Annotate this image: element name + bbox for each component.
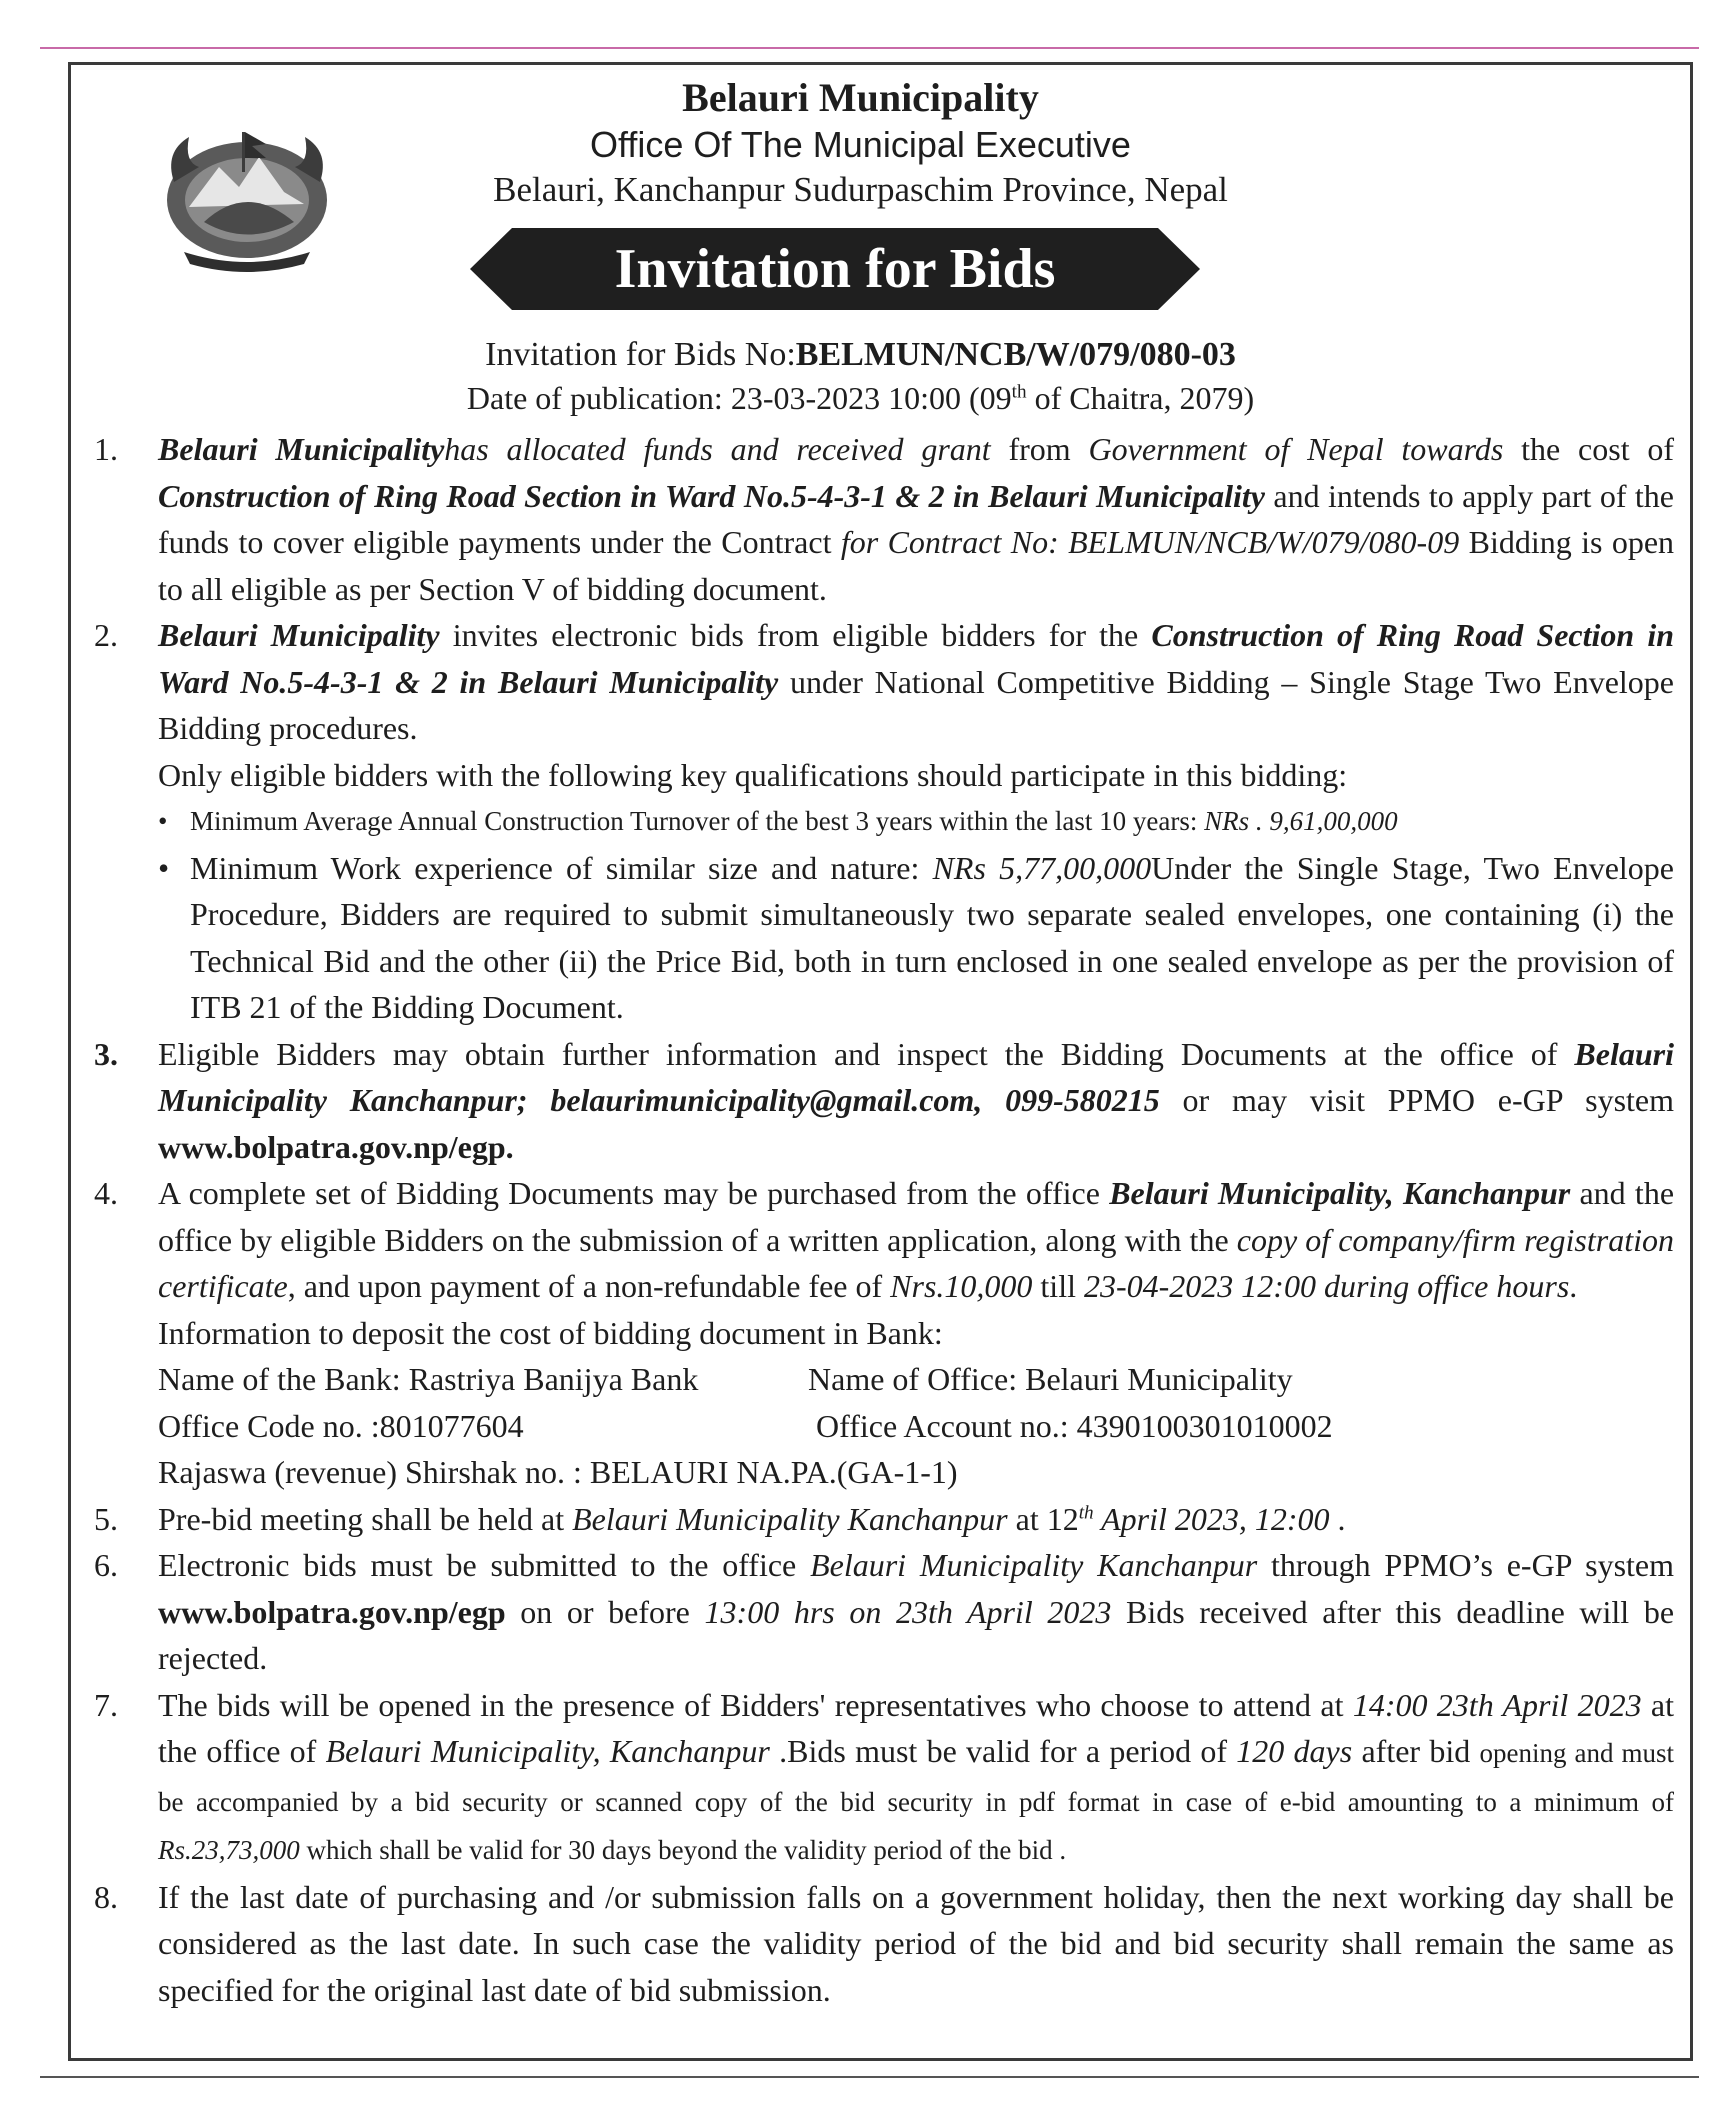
text-run: Government of Nepal towards: [1088, 431, 1504, 467]
top-rule: [40, 47, 1699, 49]
qualification-intro: Only eligible bidders with the following key qualifications should participate in this bidding:: [158, 756, 1348, 793]
text-run: Rs.23,73,000: [158, 1835, 300, 1865]
clause-text: [158, 1682, 1674, 1874]
text-run: Bidding is open to all eligible as per Section V of bidding document.: [158, 524, 1675, 607]
clause-number: 3.: [94, 1035, 118, 1072]
revenue-heading: Rajaswa (revenue) Shirshak no. : BELAURI NA.PA.(GA-1-1): [158, 1454, 958, 1490]
clause-4: [88, 1170, 1674, 1496]
text-run: invites electronic bids from eligible bidders for the: [439, 617, 1152, 653]
text-run: copy of company/firm registration certificate: [158, 1221, 1674, 1304]
text-run: Belauri Municipality Kanchanpur: [810, 1547, 1258, 1583]
contact-info: Belauri Municipality Kanchanpur; belaurimunicipality@gmail.com, 099-580215: [158, 1035, 1674, 1118]
clause-number: 5.: [94, 1500, 118, 1537]
text-run: .: [1569, 1268, 1578, 1304]
clause-3: [88, 1031, 1674, 1171]
text-run: Under the Single Stage, Two Envelope Procedure, Bidders are required to submit simultaneously two separate sealed envelopes, one containing (i) the Technical Bid and the other (ii) the Price Bid, both in turn enclosed in one sealed envelope as per the provision of ITB 21 of the Bidding Document.: [190, 849, 1675, 1025]
bank-row-2: [158, 1403, 1674, 1450]
office-title: Office Of The Municipal Executive: [590, 124, 1131, 165]
qualification-bullet-1: [158, 798, 1674, 845]
bullet-text: [190, 798, 1674, 845]
text-run: which shall be valid for 30 days beyond the validity period of the bid .: [299, 1835, 1067, 1865]
clause-text: [158, 612, 1674, 798]
pub-date-text: Date of publication: 23-03-2023 10:00 (09: [466, 380, 1012, 416]
clause-text: If the last date of purchasing and /or submission falls on a government holiday, then the next working day shall be considered as the last date. In such case the validity period of the bid and bid security shall remain the same as specified for the original last date of bid submission.: [158, 1878, 1674, 2008]
text-run: April 2023, 12:00: [1093, 1500, 1330, 1537]
clause-7: [88, 1682, 1674, 1874]
text-run: NRs 5,77,00,000: [932, 849, 1152, 886]
text-run: , and upon payment of a non-refundable fee of: [287, 1268, 891, 1304]
organization-address: Belauri, Kanchanpur Sudurpaschim Province, Nepal: [493, 170, 1228, 209]
text-run: Minimum Work experience of similar size and nature:: [190, 849, 933, 886]
clause-8: [88, 1874, 1674, 2014]
clause-5: [88, 1496, 1674, 1543]
bullet-dot: •: [158, 806, 168, 836]
text-run: Belauri Municipality Kanchanpur: [572, 1500, 1008, 1537]
clause-text: [158, 1496, 1674, 1543]
text-run: at the office of: [158, 1686, 1675, 1769]
notice-body: [88, 426, 1674, 2013]
clause-1: [88, 426, 1674, 612]
text-run: 14:00 23th April 2023: [1352, 1686, 1642, 1723]
bullet-dot: •: [158, 849, 170, 886]
egp-link[interactable]: www.bolpatra.gov.np/egp: [158, 1593, 506, 1630]
text-run: 13:00 hrs on 23th April 2023: [704, 1593, 1112, 1630]
text-run: 120 days: [1236, 1733, 1353, 1769]
text-run: 23-04-2023 12:00 during office hours: [1083, 1268, 1570, 1304]
pub-date-sup: th: [1011, 381, 1027, 403]
text-run: Belauri Municipality: [158, 617, 440, 653]
bank-name: Name of the Bank: Rastriya Banijya Bank: [158, 1361, 699, 1397]
text-run: Construction of Ring Road Section in Ward No.5-4-3-1 & 2 in Belauri Municipality: [158, 617, 1675, 700]
text-run: and intends to apply part of the funds to cover eligible payments under the Contract: [158, 477, 1675, 560]
clause-text: [158, 1170, 1674, 1496]
text-run: Nrs.10,000: [890, 1268, 1033, 1304]
ifb-label: Invitation for Bids No:: [485, 336, 796, 373]
bullet-text: [190, 845, 1674, 1031]
account-number: Office Account no.: 4390100301010002: [816, 1407, 1333, 1444]
egp-link[interactable]: www.bolpatra.gov.np/egp.: [158, 1128, 514, 1165]
bottom-rule: [40, 2076, 1699, 2078]
text-run: A complete set of Bidding Documents may be purchased from the office: [158, 1175, 1110, 1211]
text-run: and the office by eligible Bidders on the submission of a written application, along with the: [158, 1175, 1675, 1258]
text-run: the cost of: [1503, 431, 1675, 467]
ifb-number: BELMUN/NCB/W/079/080-03: [795, 336, 1236, 373]
qualification-bullet-2: [158, 845, 1674, 1031]
clause-6: [88, 1542, 1674, 1682]
ifb-number-line: [0, 336, 1721, 374]
text-run: Electronic bids must be submitted to the office: [158, 1547, 811, 1583]
text-run: .: [1329, 1500, 1346, 1537]
text-run: at 12: [1007, 1500, 1079, 1537]
text-run: from: [990, 431, 1089, 467]
clause-number: 6.: [94, 1547, 118, 1583]
text-run: Minimum Average Annual Construction Turnover of the best 3 years within the last 10 years:: [190, 806, 1205, 836]
text-run: opening and must be accompanied by a bid security or scanned copy of the bid security in pdf format in case of e-bid amounting to a minimum of: [158, 1738, 1674, 1817]
text-run: after bid: [1352, 1733, 1480, 1769]
text-run: NRs . 9,61,00,000: [1204, 806, 1398, 836]
clause-number: 8.: [94, 1878, 118, 1915]
text-run: Eligible Bidders may obtain further information and inspect the Bidding Documents at the office of: [158, 1035, 1575, 1072]
clause-text: [158, 426, 1674, 612]
clause-number: 1.: [94, 431, 118, 467]
publication-date: [0, 380, 1721, 417]
text-run: under National Competitive Bidding – Single Stage Two Envelope Bidding procedures.: [158, 663, 1675, 746]
clause-2: [88, 612, 1674, 798]
office-name: Name of Office: Belauri Municipality: [808, 1361, 1293, 1397]
text-run: .Bids must be valid for a period of: [769, 1733, 1237, 1769]
text-run: or may visit PPMO e-GP system: [1159, 1082, 1674, 1118]
clause-number: 7.: [94, 1686, 118, 1723]
text-run: for Contract No: BELMUN/NCB/W/079/080-09: [840, 524, 1460, 560]
organization-name: Belauri Municipality: [682, 75, 1039, 120]
text-run: Pre-bid meeting shall be held at: [158, 1500, 573, 1537]
notice-title: Invitation for Bids: [614, 238, 1056, 300]
text-run: Belauri Municipality, Kanchanpur: [1109, 1175, 1571, 1211]
clause-text: [158, 1542, 1674, 1682]
text-run: th: [1078, 1501, 1094, 1523]
clause-text: [158, 1031, 1674, 1171]
text-run: till: [1032, 1268, 1084, 1304]
text-run: Belauri Municipality, Kanchanpur: [325, 1733, 770, 1769]
bank-heading: Information to deposit the cost of bidding document in Bank:: [158, 1314, 943, 1351]
bank-row-1: [158, 1356, 1674, 1403]
text-run: Belauri Municipality: [158, 431, 445, 467]
clause-number: 4.: [94, 1175, 118, 1211]
text-run: Bids received after this deadline will be rejected.: [158, 1593, 1675, 1676]
clause-number: 2.: [94, 617, 118, 653]
text-run: The bids will be opened in the presence of Bidders' representatives who choose to attend at: [158, 1686, 1353, 1723]
text-run: has allocated funds and received grant: [444, 431, 991, 467]
text-run: on or before: [505, 1593, 705, 1630]
pub-date-suffix: of Chaitra, 2079): [1026, 380, 1255, 416]
text-run: Construction of Ring Road Section in Ward No.5-4-3-1 & 2 in Belauri Municipality: [158, 477, 1266, 514]
text-run: through PPMO’s e-GP system: [1257, 1547, 1674, 1583]
office-code: Office Code no. :801077604: [158, 1407, 524, 1444]
